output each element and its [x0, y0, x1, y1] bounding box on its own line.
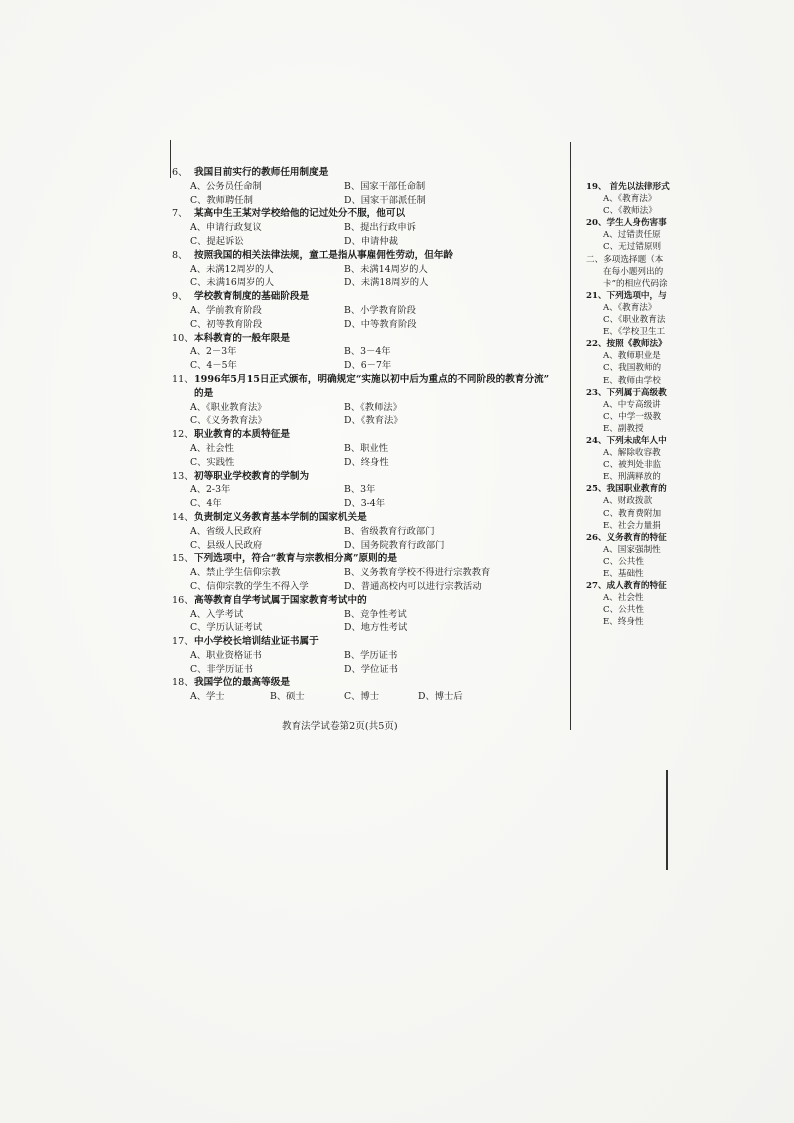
- option: B、学历证书: [344, 649, 398, 661]
- question-number: 13、: [172, 470, 194, 482]
- question-stem: [172, 207, 572, 221]
- question-text-continued: 的是: [194, 387, 214, 399]
- option-line: A、教师职业是: [603, 351, 661, 362]
- question-line: [586, 532, 680, 544]
- question-text: 26、义务教育的特征: [586, 532, 667, 543]
- option-line: A、解除收容教: [603, 448, 661, 459]
- option: D、学位证书: [344, 663, 398, 675]
- question-line: [586, 338, 680, 350]
- question-number: 14、: [172, 511, 194, 523]
- question-stem: [172, 594, 572, 608]
- option: C、非学历证书: [190, 663, 253, 675]
- option-line: A、财政拨款: [603, 496, 653, 507]
- question-line: [586, 217, 680, 229]
- option: C、4－5年: [190, 360, 237, 372]
- option-row: [172, 580, 572, 594]
- exam-left-column: [172, 166, 572, 704]
- question-text: 25、我国职业教育的: [586, 484, 667, 495]
- option: C、提起诉讼: [190, 235, 244, 247]
- question-stem: [172, 290, 572, 304]
- question-number: 6、: [172, 167, 188, 178]
- question-stem-continued: [172, 387, 572, 401]
- option-row: [172, 235, 572, 249]
- option-line: E、刑满释放的: [603, 472, 661, 483]
- option-line: C、《教师法》: [603, 206, 657, 217]
- question-text: 1996年5月15日正式颁布，明确规定“实施以初中后为重点的不同阶段的教育分流”: [194, 373, 550, 385]
- option-row: [172, 566, 572, 580]
- option-line: E、教师由学校: [603, 375, 661, 386]
- option-row: [172, 649, 572, 663]
- option: B、义务教育学校不得进行宗教教育: [344, 567, 491, 579]
- option-row: [172, 345, 572, 359]
- option: C、初等教育阶段: [190, 318, 263, 330]
- question-stem: [172, 373, 572, 387]
- option-line: C、被判处非监: [603, 460, 662, 471]
- option-line: E、终身性: [603, 617, 644, 628]
- option: B、小学教育阶段: [344, 304, 416, 316]
- option-line: 卡”的相应代码涂: [603, 278, 668, 289]
- option: A、申请行政复议: [190, 222, 262, 234]
- option: A、职业资格证书: [190, 649, 262, 661]
- option: D、普通高校内可以进行宗教活动: [344, 580, 482, 592]
- option: C、博士: [344, 691, 380, 703]
- question-number: 17、: [172, 636, 194, 648]
- option-line: A、过错责任原: [603, 230, 661, 241]
- option-row: [172, 525, 572, 539]
- question-line: [586, 387, 680, 399]
- option: B、职业性: [344, 442, 389, 454]
- option-row: [172, 276, 572, 290]
- option: D、博士后: [418, 691, 463, 703]
- option: C、信仰宗教的学生不得入学: [190, 580, 309, 592]
- option-row: [172, 263, 572, 277]
- option-line: C、公共性: [603, 556, 644, 567]
- option-row: [172, 414, 572, 428]
- question-line: [586, 181, 680, 193]
- option: D、《教育法》: [344, 415, 403, 427]
- option: A、学士: [190, 691, 225, 703]
- binding-edge-line: [666, 770, 668, 870]
- option: D、中等教育阶段: [344, 318, 417, 330]
- option: A、学前教育阶段: [190, 304, 262, 316]
- question-line: [586, 580, 680, 592]
- question-stem: [172, 676, 572, 690]
- option-row: [172, 442, 572, 456]
- option: A、《职业教育法》: [190, 401, 267, 413]
- option-line: C、我国教师的: [603, 363, 662, 374]
- option: C、4年: [190, 498, 222, 510]
- option: A、2-3年: [190, 484, 231, 496]
- option: B、竞争性考试: [344, 608, 407, 620]
- option: C、实践性: [190, 456, 235, 468]
- option: D、3-4年: [344, 498, 386, 510]
- option-line: E、社会力量捐: [603, 520, 661, 531]
- question-line: 二、多项选择题（本: [586, 254, 664, 265]
- option: D、国务院教育行政部门: [344, 539, 445, 551]
- question-number: 7、: [172, 208, 188, 220]
- question-text: 19、 首先以法律形式: [586, 182, 670, 192]
- question-text: 22、按照《教师法》: [586, 339, 667, 350]
- question-stem: [172, 635, 572, 649]
- question-stem: [172, 552, 572, 566]
- question-stem: [172, 511, 572, 525]
- question-text: 21、下列选项中，与: [586, 290, 667, 301]
- question-text: 初等职业学校教育的学制为: [194, 470, 310, 482]
- option: A、禁止学生信仰宗教: [190, 567, 281, 579]
- question-text: 20、学生人身伤害事: [586, 218, 667, 229]
- option: B、提出行政申诉: [344, 222, 416, 234]
- question-text: 24、下列未成年人中: [586, 435, 667, 446]
- question-stem: [172, 470, 572, 484]
- question-number: 12、: [172, 429, 194, 441]
- option-row: [172, 663, 572, 677]
- question-number: 18、: [172, 677, 194, 689]
- option-line: C、公共性: [603, 605, 644, 616]
- question-number: 9、: [172, 291, 188, 303]
- option-line: A、国家强制性: [603, 544, 661, 555]
- option-line: C、《职业教育法: [603, 315, 666, 326]
- question-text: 某高中生王某对学校给他的记过处分不服，他可以: [194, 208, 406, 220]
- option: B、国家干部任命制: [344, 180, 426, 192]
- option-line: A、中专高级讲: [603, 399, 661, 410]
- question-text: 中小学校长培训结业证书属于: [194, 636, 319, 648]
- option: B、《教师法》: [344, 401, 402, 413]
- option-row: [172, 318, 572, 332]
- option: C、县级人民政府: [190, 539, 263, 551]
- option: D、终身性: [344, 456, 389, 468]
- question-number: 11、: [172, 373, 194, 385]
- question-stem: [172, 166, 572, 180]
- question-text: 学校教育制度的基础阶段是: [194, 291, 310, 303]
- option: C、学历认证考试: [190, 622, 263, 634]
- option: B、未满14周岁的人: [344, 263, 428, 275]
- option: B、硕士: [270, 691, 305, 703]
- option: A、未满12周岁的人: [190, 263, 274, 275]
- question-line: [586, 290, 680, 302]
- option: D、申请仲裁: [344, 235, 398, 247]
- option-row: [172, 304, 572, 318]
- option: A、社会性: [190, 442, 234, 454]
- option-row: [172, 608, 572, 622]
- question-number: 8、: [172, 249, 188, 261]
- option-row: [172, 690, 572, 704]
- question-text: 27、成人教育的特征: [586, 581, 667, 592]
- option: D、地方性考试: [344, 622, 408, 634]
- option-line: C、无过错原则: [603, 242, 662, 253]
- option: D、未满18周岁的人: [344, 277, 429, 289]
- option-line: A、《教育法》: [603, 302, 657, 313]
- question-number: 10、: [172, 332, 194, 344]
- exam-right-column-cropped: [586, 181, 680, 628]
- question-stem: [172, 332, 572, 346]
- option-line: E、《学校卫生工: [603, 327, 666, 338]
- option: B、省级教育行政部门: [344, 525, 435, 537]
- option: D、6－7年: [344, 360, 392, 372]
- question-text: 我国目前实行的教师任用制度是: [194, 167, 329, 178]
- option: B、3－4年: [344, 346, 391, 358]
- option-row: [172, 401, 572, 415]
- page-edge-line: [170, 140, 171, 178]
- option-row: [172, 359, 572, 373]
- option-row: [172, 539, 572, 553]
- question-text: 我国学位的最高等级是: [194, 677, 290, 689]
- question-stem: [172, 249, 572, 263]
- question-text: 下列选项中，符合“教育与宗教相分离”原则的是: [194, 553, 397, 565]
- question-stem: [172, 428, 572, 442]
- option-line: E、副教授: [603, 423, 644, 434]
- option-line: A、社会性: [603, 593, 644, 604]
- option: B、3年: [344, 484, 376, 496]
- question-text: 职业教育的本质特征是: [194, 429, 290, 441]
- question-number: 16、: [172, 594, 194, 606]
- question-text: 高等教育自学考试属于国家教育考试中的: [194, 594, 367, 606]
- option: A、省级人民政府: [190, 525, 262, 537]
- option: C、未满16周岁的人: [190, 277, 275, 289]
- question-line: [586, 435, 680, 447]
- option-row: [172, 497, 572, 511]
- option: C、教师聘任制: [190, 194, 253, 206]
- question-text: 本科教育的一般年限是: [194, 332, 290, 344]
- option-row: [172, 221, 572, 235]
- question-text: 23、下列属于高级教: [586, 387, 667, 398]
- option: A、入学考试: [190, 608, 244, 620]
- question-text: 按照我国的相关法律法规，童工是指从事雇佣性劳动，但年龄: [194, 249, 454, 261]
- option-row: [172, 194, 572, 208]
- option-row: [172, 483, 572, 497]
- option: C、《义务教育法》: [190, 415, 267, 427]
- question-text: 负责制定义务教育基本学制的国家机关是: [194, 511, 367, 523]
- option-row: [172, 621, 572, 635]
- option-row: [172, 456, 572, 470]
- question-line: [586, 483, 680, 495]
- option-line: 在每小题列出的: [603, 266, 664, 277]
- option: A、公务员任命制: [190, 180, 262, 192]
- option-line: C、教育费附加: [603, 508, 662, 519]
- page-footer: 教育法学试卷第2页(共5页): [282, 721, 398, 732]
- question-number: 15、: [172, 553, 194, 565]
- option-line: C、中学一级教: [603, 411, 662, 422]
- option: D、国家干部派任制: [344, 194, 426, 206]
- option-line: A、《教育法》: [603, 194, 657, 205]
- option: A、2－3年: [190, 346, 237, 358]
- option-row: [172, 180, 572, 194]
- option-line: E、基础性: [603, 569, 644, 579]
